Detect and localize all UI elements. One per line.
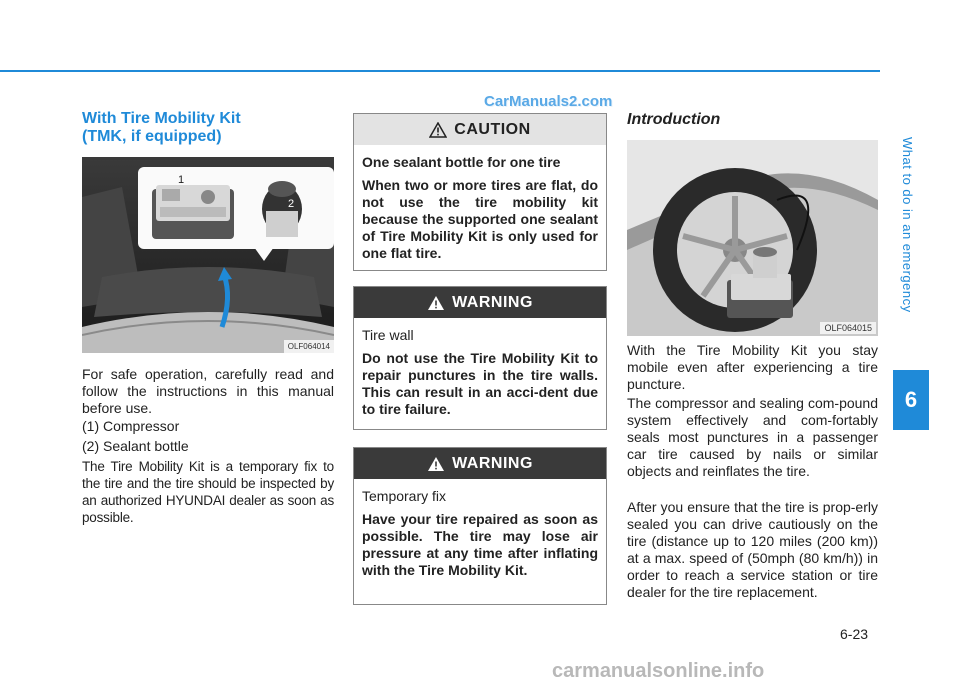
watermark-top[interactable]: CarManuals2.com [484,93,613,110]
chapter-title: What to do in an emergency [900,137,915,313]
caution-text: When two or more tires are flat, do not use the tire mobility kit because the supported one sealant of Tire Mobility Kit is only used for one flat tire. [362,177,598,261]
list-item-compressor: (1) Compressor [82,418,180,434]
list-item-sealant: (2) Sealant bottle [82,438,189,454]
caution-title: One sealant bottle for one tire [362,154,561,170]
tire-kit-illustration [627,140,878,336]
warning-triangle-icon [427,456,445,472]
warning-title-temporary-fix: Temporary fix [362,488,447,504]
temporary-fix-paragraph: The Tire Mobility Kit is a temporary fix to the tire and the tire should be inspected by an authorized HYUNDAI dealer as soon as possible. [82,459,334,525]
chapter-number: 6 [893,370,929,430]
warning-label: WARNING [452,293,533,311]
figure-code: OLF064014 [284,340,334,353]
warning-box-temporary-fix [353,447,607,605]
figure-code: OLF064015 [820,322,876,334]
callout-label-1: 1 [178,174,185,186]
caution-label: CAUTION [454,120,531,138]
page-number: 6-23 [840,626,869,642]
warning-title-tire-wall: Tire wall [362,327,414,343]
warning-box-tire-wall [353,286,607,430]
warning-label: WARNING [452,454,533,472]
warning-text-tire-wall: Do not use the Tire Mobility Kit to repair punctures in the tire walls. This can result in an acci-dent due to tire failure. [362,350,598,417]
callout-tail [254,247,274,261]
tire-kit-figure [627,140,878,336]
section-title-line1: With Tire Mobility Kit [82,110,241,127]
safety-paragraph: For safe operation, carefully read and follow the instructions in this manual before use. [82,366,334,416]
warning-header [354,448,606,479]
callout-label-2: 2 [288,198,295,210]
caution-header [354,114,606,145]
trunk-figure [82,157,334,353]
section-title [82,110,342,146]
warning-triangle-icon [427,295,445,311]
caution-triangle-icon [429,122,447,138]
intro-paragraph-3: After you ensure that the tire is prop-erly sealed you can drive cautiously on the tire (distance up to 120 miles (200 km)) at a max. speed of (50mph (80 km/h)) in order to reach a service station or tire dealer for the tire replacement. [627,499,878,600]
kit-components-icon [138,167,334,249]
warning-header [354,287,606,318]
kit-callout [138,167,334,249]
intro-paragraph-2: The compressor and sealing com-pound system effectively and com-fortably seals most punctures in a passenger car tire caused by nails or similar objects and reinflates the tire. [627,395,878,479]
intro-paragraph-1: With the Tire Mobility Kit you stay mobile even after experiencing a tire puncture. [627,342,878,392]
section-title-line2: (TMK, if equipped) [82,128,222,145]
warning-text-temporary-fix: Have your tire repaired as soon as possible. The tire may lose air pressure at any time after inflating with the Tire Mobility Kit. [362,511,598,578]
introduction-title: Introduction [627,111,721,128]
watermark-bottom: carmanualsonline.info [552,660,765,682]
header-rule [0,70,880,72]
caution-box [353,113,607,271]
